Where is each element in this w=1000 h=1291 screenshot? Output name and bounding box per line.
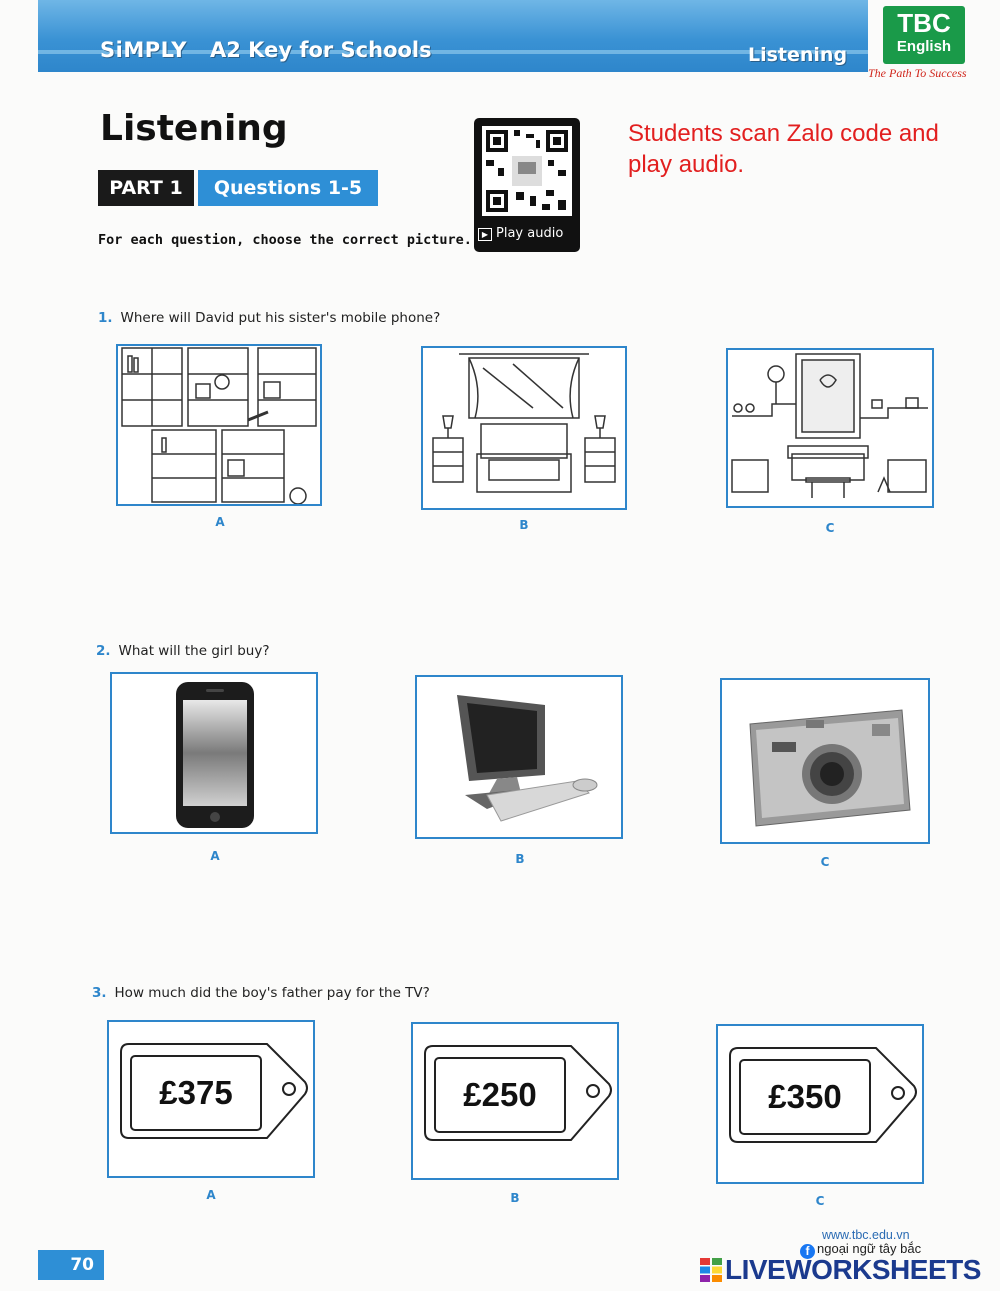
option-label-c: C (815, 1194, 825, 1208)
option-picture-price-tag-a[interactable] (107, 1020, 315, 1178)
questions-range: Questions 1-5 (198, 170, 378, 206)
play-audio-label: Play audio (496, 226, 564, 241)
question-number: 3. (92, 985, 107, 1001)
question-number: 2. (96, 643, 111, 659)
page-title: Listening (100, 108, 288, 149)
qr-icon (482, 126, 572, 216)
option-label-b: B (515, 852, 525, 866)
book-title: A2 Key for Schools (210, 38, 432, 62)
logo-text-top: TBC (897, 8, 951, 38)
question-text: Where will David put his sister's mobile phone? (120, 310, 441, 326)
facebook-icon: f (800, 1244, 815, 1259)
option-picture-mobile-phone[interactable] (110, 672, 318, 834)
question-2 (96, 643, 270, 659)
mobile-phone-picture (112, 674, 316, 832)
header-section-label: Listening (748, 44, 848, 66)
facebook-name: ngoại ngữ tây bắc (817, 1241, 922, 1256)
part-label: PART 1 (98, 170, 194, 206)
option-picture-price-tag-c[interactable] (716, 1024, 924, 1184)
option-label-b: B (510, 1191, 520, 1205)
question-number: 1. (98, 310, 113, 326)
option-picture-bedroom[interactable] (421, 346, 627, 510)
logo-tagline: The Path To Success (868, 66, 967, 80)
instruction-text: For each question, choose the correct picture. (98, 232, 472, 248)
option-picture-living-room[interactable] (726, 348, 934, 508)
qr-code-audio[interactable] (474, 118, 580, 252)
camera-picture (722, 680, 928, 842)
option-label-a: A (210, 849, 220, 863)
bedroom-picture (423, 348, 625, 508)
option-label-a: A (206, 1188, 216, 1202)
logo-text-bottom: English (896, 38, 952, 55)
option-picture-camera[interactable] (720, 678, 930, 844)
bookshelves-picture (118, 346, 320, 504)
scan-instruction-note: Students scan Zalo code and play audio. (628, 120, 939, 178)
qr-code-image (482, 126, 572, 216)
brand-name: SiMPLY (100, 38, 187, 62)
option-label-c: C (825, 521, 835, 535)
liveworksheets-logo-icon (700, 1258, 722, 1282)
option-label-a: A (215, 515, 225, 529)
liveworksheets-watermark (700, 1254, 981, 1286)
play-icon: ▶ (478, 228, 492, 241)
price-a: £375 (159, 1074, 233, 1111)
question-1 (98, 310, 440, 326)
option-label-b: B (519, 518, 529, 532)
price-c: £350 (768, 1078, 842, 1115)
option-picture-bookshelves[interactable] (116, 344, 322, 506)
question-text: What will the girl buy? (118, 643, 270, 659)
option-picture-price-tag-b[interactable] (411, 1022, 619, 1180)
watermark-text: LIVEWORKSHEETS (725, 1254, 981, 1285)
tbc-logo (883, 6, 965, 64)
computer-picture (417, 677, 621, 837)
play-audio-button[interactable] (478, 226, 563, 241)
website-link[interactable]: www.tbc.edu.vn (822, 1228, 910, 1242)
price-b: £250 (463, 1076, 537, 1113)
option-label-c: C (820, 855, 830, 869)
question-3 (92, 985, 430, 1001)
option-picture-computer[interactable] (415, 675, 623, 839)
question-text: How much did the boy's father pay for the TV? (114, 985, 430, 1001)
living-room-picture (728, 350, 932, 506)
page-number: 70 (38, 1250, 104, 1280)
